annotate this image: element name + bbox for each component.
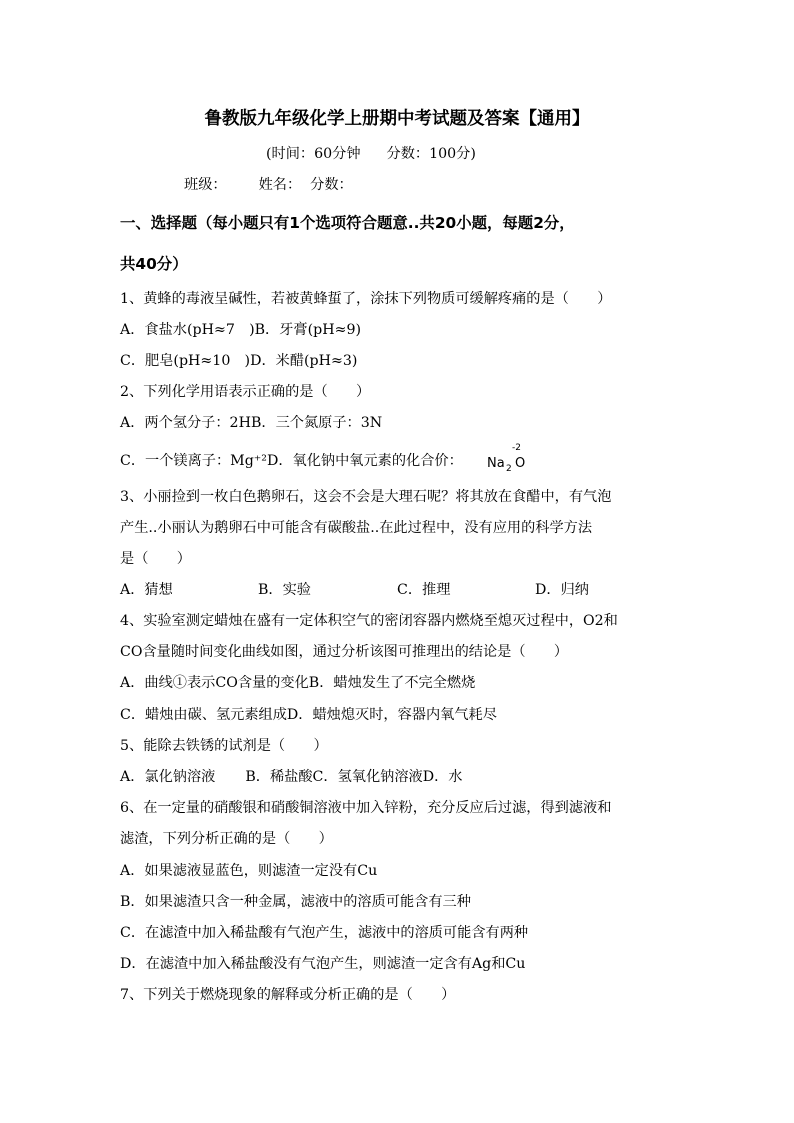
sodium-oxide-formula <box>487 443 567 476</box>
question-6-option-a: A．如果滤液显蓝色，则滤渣一定没有Cu <box>120 863 378 879</box>
section-heading-line2: 共40分） <box>120 255 188 273</box>
page-title: 鲁教版九年级化学上册期中考试题及答案【通用】 <box>204 109 590 129</box>
question-6-option-d: D．在滤渣中加入稀盐酸没有气泡产生，则滤渣一定含有Ag和Cu <box>120 956 526 972</box>
question-1-stem: 1、黄蜂的毒液呈碱性，若被黄蜂蜇了，涂抹下列物质可缓解疼痛的是（ ） <box>120 291 612 307</box>
question-3-option-d: D．归纳 <box>535 582 589 598</box>
question-6-option-c: C．在滤渣中加入稀盐酸有气泡产生，滤液中的溶质可能含有两种 <box>120 925 529 941</box>
question-4-stem-line2: CO含量随时间变化曲线如图，通过分析该图可推理出的结论是（ ） <box>120 644 569 660</box>
score-label: 分数： <box>310 177 353 193</box>
formula-oxygen: O <box>515 456 526 471</box>
formula-valence: -2 <box>512 443 521 453</box>
question-2-stem: 2、下列化学用语表示正确的是（ ） <box>120 384 371 400</box>
question-5-option-a: A．氯化钠溶液 <box>120 769 216 785</box>
question-5-options-bcd: B．稀盐酸C．氢氧化钠溶液D．水 <box>245 769 463 785</box>
formula-subscript: 2 <box>506 464 512 474</box>
exam-time: (时间：60分钟 <box>266 146 361 162</box>
section-heading-line1: 一、选择题（每小题只有1个选项符合题意..共20小题，每题2分， <box>120 214 575 232</box>
question-6-option-b: B．如果滤渣只含一种金属，滤液中的溶质可能含有三种 <box>120 894 471 910</box>
question-3-stem-line2: 产生..小丽认为鹅卵石中可能含有碳酸盐..在此过程中，没有应用的科学方法 <box>120 520 593 536</box>
question-1-options-cd: C．肥皂(pH≈10 )D．米醋(pH≈3) <box>120 353 358 369</box>
question-4-stem-line1: 4、实验室测定蜡烛在盛有一定体积空气的密闭容器内燃烧至熄灭过程中，O2和 <box>120 613 618 629</box>
question-6-stem-line1: 6、在一定量的硝酸银和硝酸铜溶液中加入锌粉，充分反应后过滤，得到滤液和 <box>120 800 612 816</box>
question-5-stem: 5、能除去铁锈的试剂是（ ） <box>120 738 328 754</box>
question-6-stem-line2: 滤渣，下列分析正确的是（ ） <box>120 831 333 847</box>
question-2-options-cd: C．一个镁离子：Mg⁺²D．氧化钠中氧元素的化合价： <box>120 453 463 469</box>
student-info <box>184 175 353 195</box>
class-label: 班级： <box>184 177 227 193</box>
question-3-option-a: A．猜想 <box>120 582 173 598</box>
question-3-stem-line3: 是（ ） <box>120 551 191 567</box>
exam-meta <box>266 144 476 164</box>
name-label: 姓名： <box>258 177 302 193</box>
question-5-options <box>120 767 462 787</box>
question-3-stem-line1: 3、小丽捡到一枚白色鹅卵石，这会不会是大理石呢？将其放在食醋中，有气泡 <box>120 489 612 505</box>
question-3-option-c: C．推理 <box>397 582 451 598</box>
question-4-options-ab: A．曲线①表示CO含量的变化B．蜡烛发生了不完全燃烧 <box>120 675 476 691</box>
question-1-options-ab: A．食盐水(pH≈7 )B．牙膏(pH≈9) <box>120 322 362 338</box>
question-4-options-cd: C．蜡烛由碳、氢元素组成D．蜡烛熄灭时，容器内氧气耗尽 <box>120 707 497 723</box>
question-7-stem: 7、下列关于燃烧现象的解释或分析正确的是（ ） <box>120 987 456 1003</box>
question-2-options-ab: A．两个氢分子：2HB．三个氮原子：3N <box>120 415 383 431</box>
exam-total-score: 分数：100分) <box>386 146 476 162</box>
formula-na: Na <box>487 456 505 471</box>
question-3-option-b: B．实验 <box>258 582 311 598</box>
